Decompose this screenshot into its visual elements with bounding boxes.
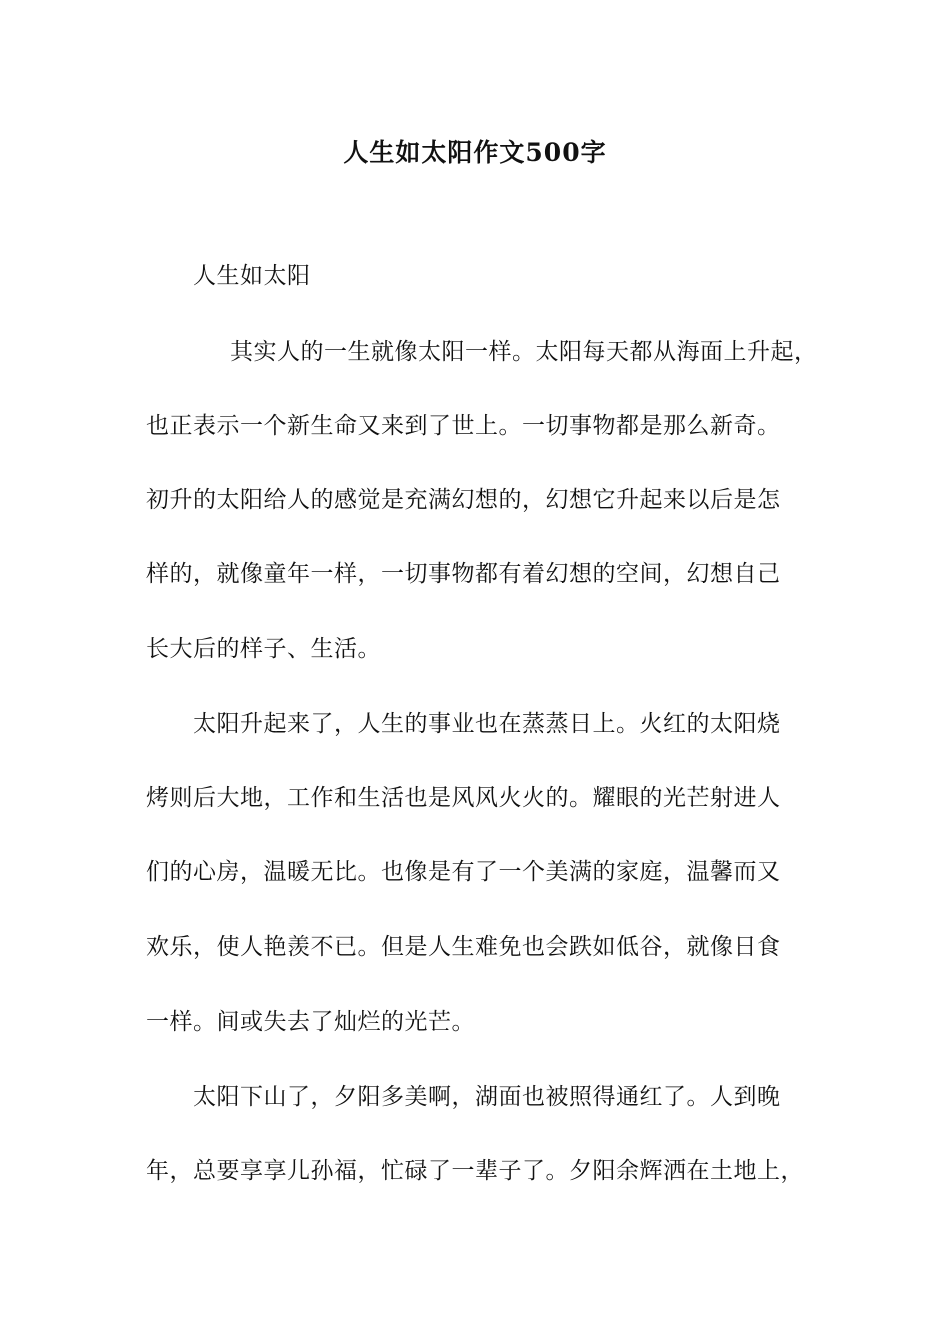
document-title: 人生如太阳作文500字 [343,138,607,167]
body-line-2: 也正表示一个新生命又来到了世上。一切事物都是那么新奇。 [146,413,781,439]
body-line-12: 年，总要享享儿孙福，忙碌了一辈子了。夕阳余辉洒在土地上， [146,1158,804,1184]
body-line-10: 一样。间或失去了灿烂的光芒。 [146,1009,475,1035]
body-line-1: 其实人的一生就像太阳一样。太阳每天都从海面上升起， [230,339,818,365]
body-line-11: 太阳下山了，夕阳多美啊，湖面也被照得通红了。人到晚 [193,1084,781,1110]
body-line-8: 们的心房，温暖无比。也像是有了一个美满的家庭，温馨而又 [146,859,781,885]
body-line-5: 长大后的样子、生活。 [146,636,381,662]
body-line-7: 烤则后大地，工作和生活也是风风火火的。耀眼的光芒射进人 [146,785,781,811]
body-line-3: 初升的太阳给人的感觉是充满幻想的，幻想它升起来以后是怎 [146,487,781,513]
body-line-6: 太阳升起来了，人生的事业也在蒸蒸日上。火红的太阳烧 [193,711,781,737]
body-line-9: 欢乐，使人艳羡不已。但是人生难免也会跌如低谷，就像日食 [146,934,781,960]
body-line-4: 样的，就像童年一样，一切事物都有着幻想的空间，幻想自己 [146,561,781,587]
paragraph-heading: 人生如太阳 [193,263,311,289]
